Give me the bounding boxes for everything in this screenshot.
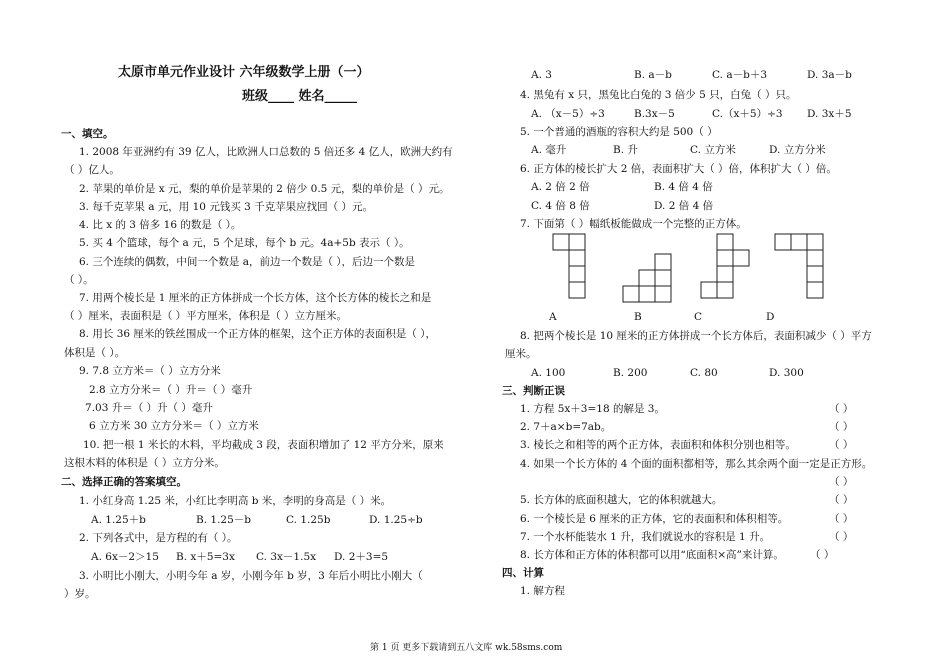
answer-blank: （ ）	[829, 421, 854, 433]
option: B. 升	[613, 144, 638, 156]
option: A. 3	[531, 69, 552, 81]
net-label-d: D	[766, 311, 775, 323]
judge-item: 5. 长方体的底面积越大，它的体积就越大。	[520, 494, 723, 506]
s1-line: 4. 比 x 的 3 倍多 16 的数是（ ）。	[79, 219, 242, 231]
answer-blank: （ ）	[829, 403, 854, 415]
s1-line: 体积是（ ）。	[64, 347, 126, 359]
section-2-heading: 二、选择正确的答案填空。	[61, 476, 187, 488]
option: D. 立方分米	[769, 144, 826, 156]
s1-line: 6. 三个连续的偶数，中间一个数是 a，前边一个数是（ ），后边一个数是	[79, 256, 416, 268]
option: D. 300	[769, 367, 804, 379]
s1-line: 2.8 立方分米＝（ ）升＝（ ）毫升	[89, 384, 253, 396]
judge-item: 1. 方程 5x＋3=18 的解是 3。	[520, 403, 665, 415]
s1-line: 2. 苹果的单价是 x 元，梨的单价是苹果的 2 倍少 0.5 元，梨的单价是（ ）元。	[79, 183, 450, 195]
s1-line: 3. 每千克苹果 a 元，用 10 元钱买 3 千克苹果应找回（ ）元。	[79, 201, 374, 213]
question: 1. 小红身高 1.25 米，小红比李明高 b 米，李明的身高是（ ）米。	[79, 495, 392, 507]
judge-item: 7. 一个水杯能装水 1 升，我们就说水的容积是 1 升。	[520, 531, 771, 543]
s1-line: 6 立方米 30 立方分米＝（ ）立方米	[89, 420, 259, 432]
s1-line: 8. 用长 36 厘米的铁丝围成一个正方体的框架，这个正方体的表面积是（ ），	[79, 328, 436, 340]
option: C.（x＋5）÷3	[712, 108, 783, 120]
answer-blank: （ ）	[829, 531, 854, 543]
option: A. 1.25＋b	[91, 514, 146, 526]
cube-net-b	[623, 254, 671, 302]
option: B. x＋5=3x	[176, 551, 235, 563]
question: 厘米。	[505, 348, 537, 360]
question: 5. 一个普通的酒瓶的容积大约是 500（ ）	[520, 126, 718, 138]
s1-line: 7.03 升＝（ ）升（ ）毫升	[85, 402, 213, 414]
section-4-heading: 四、计算	[502, 567, 544, 579]
option: A. 100	[531, 367, 566, 379]
s1-line: （ ）。	[64, 274, 94, 286]
judge-item: 4. 如果一个长方体的 4 个面的面积都相等，那么其余两个面一定是正方形。	[520, 458, 873, 470]
question: 6. 正方体的棱长扩大 2 倍，表面积扩大（ ）倍，体积扩大（ ）倍。	[520, 163, 837, 175]
page-footer: 第 1 页 更多下载请到五八文库 wk.58sms.com	[370, 643, 563, 653]
option: A. 2 倍 2 倍	[531, 181, 590, 193]
option: B.3x－5	[634, 108, 675, 120]
page-title: 太原市单元作业设计 六年级数学上册（一）	[118, 65, 370, 80]
s1-line: 10. 把一根 1 米长的木料，平均截成 3 段，表面积增加了 12 平方分米，原来	[83, 439, 444, 451]
section-1-heading: 一、填空。	[61, 128, 114, 140]
question: 3. 小明比小刚大，小明今年 a 岁，小刚今年 b 岁，3 年后小明比小刚大（	[79, 570, 423, 582]
option: D. 2 倍 4 倍	[654, 200, 714, 212]
section-4-sub: 1. 解方程	[520, 585, 565, 597]
s1-line: 1. 2008 年亚洲约有 39 亿人，比欧洲人口总数的 5 倍还多 4 亿人，欧洲大约有	[79, 146, 453, 158]
option: A. 6x－2＞15	[91, 551, 159, 563]
s1-line: （ ）亿人。	[64, 164, 120, 176]
cube-net-a	[553, 234, 585, 298]
option: C. 3x－1.5x	[256, 551, 317, 563]
s1-line: 这根木料的体积是（ ）立方分米。	[64, 457, 225, 469]
option: B. a－b	[634, 69, 672, 81]
option: B. 4 倍 4 倍	[654, 181, 713, 193]
option: D. 3a－b	[807, 69, 852, 81]
cube-nets-figure	[545, 232, 845, 308]
s1-line: 9. 7.8 立方米＝（ ）立方分米	[79, 365, 221, 377]
cube-net-d	[775, 234, 823, 298]
option: B. 200	[613, 367, 648, 379]
answer-blank: （ ）	[829, 476, 854, 488]
net-label-a: A	[549, 311, 557, 323]
answer-blank: （ ）	[829, 494, 854, 506]
option: C. a－b＋3	[712, 69, 767, 81]
net-label-c: C	[694, 311, 703, 323]
option: D. 1.25÷b	[369, 514, 423, 526]
question: ）岁。	[64, 588, 96, 600]
option: C. 4 倍 8 倍	[531, 200, 590, 212]
answer-blank: （ ）	[829, 439, 854, 451]
s1-line: 5. 买 4 个篮球，每个 a 元，5 个足球，每个 b 元。4a+5b 表示（ ）。	[79, 237, 410, 249]
option: A. （x－5）÷3	[531, 108, 605, 120]
option: D. 3x＋5	[807, 108, 852, 120]
cube-net-c	[701, 234, 749, 298]
question: 7. 下面第（ ）幅纸板能做成一个完整的正方体。	[520, 218, 747, 230]
net-label-b: B	[634, 311, 642, 323]
judge-item: 2. 7＋a×b=7ab。	[520, 421, 612, 433]
section-3-heading: 三、判断正误	[502, 385, 565, 397]
judge-item: 6. 一个棱长是 6 厘米的正方体，它的表面积和体积相等。	[520, 513, 789, 525]
judge-item: 8. 长方体和正方体的体积都可以用“底面积×高”来计算。	[520, 549, 784, 561]
option: A. 毫升	[531, 144, 567, 156]
s1-line: （ ）厘米，表面积是（ ）平方厘米，体积是（ ）立方厘米。	[64, 310, 348, 322]
judge-item: 3. 棱长之和相等的两个正方体，表面积和体积分别也相等。	[520, 439, 796, 451]
s1-line: 7. 用两个棱长是 1 厘米的正方体拼成一个长方体，这个长方体的棱长之和是	[79, 292, 432, 304]
option: C. 1.25b	[286, 514, 331, 526]
answer-blank: （ ）	[810, 549, 835, 561]
answer-blank: （ ）	[829, 513, 854, 525]
option: C. 80	[690, 367, 718, 379]
question: 4. 黑兔有 x 只，黑兔比白兔的 3 倍少 5 只，白兔（ ）只。	[520, 89, 797, 101]
option: D. 2＋3=5	[334, 551, 389, 563]
option: C. 立方米	[690, 144, 736, 156]
question: 2. 下列各式中，是方程的有（ ）。	[79, 532, 238, 544]
option: B. 1.25－b	[196, 514, 251, 526]
question: 8. 把两个棱长是 10 厘米的正方体拼成一个长方体后，表面积减少（ ）平方	[520, 330, 872, 342]
class-name-line: 班级____ 姓名_____	[242, 89, 358, 104]
